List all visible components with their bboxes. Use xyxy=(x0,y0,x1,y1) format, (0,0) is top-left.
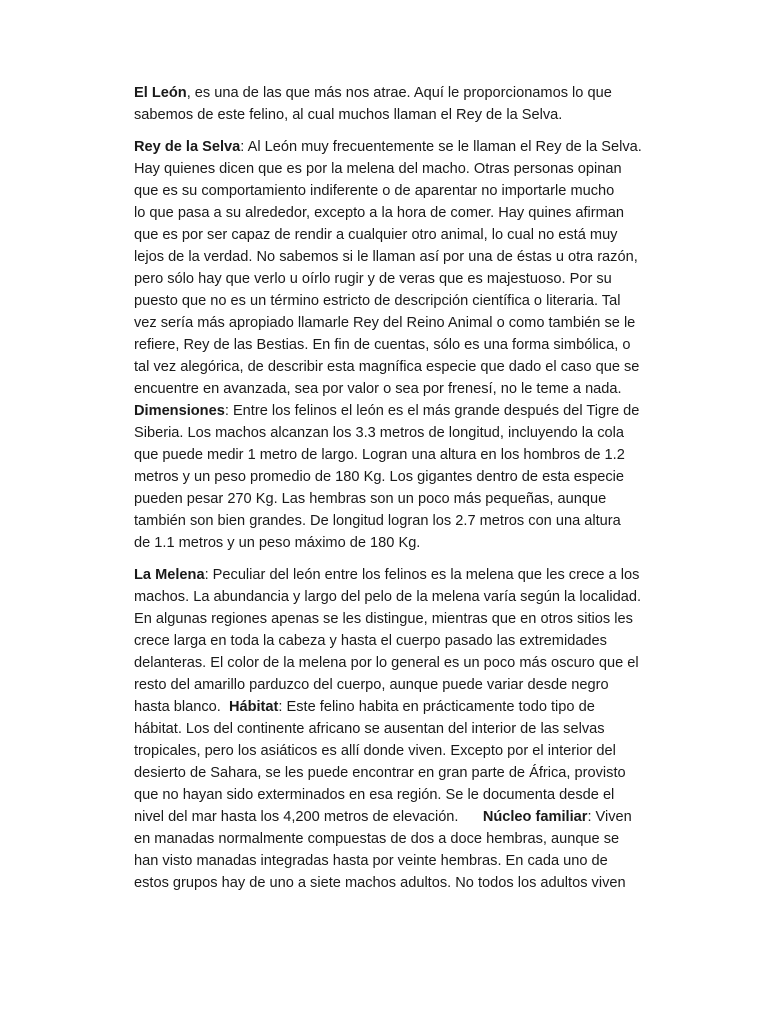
text-run: que puede medir 1 metro de largo. Logran una altura en los hombros de 1.2 xyxy=(134,447,625,463)
text-run: vez sería más apropiado llamarle Rey del Reino Animal o como también se le xyxy=(134,315,636,331)
text-line xyxy=(134,586,642,608)
bold-heading: Dimensiones xyxy=(134,403,225,419)
text-line xyxy=(134,762,634,784)
text-run: Hay quienes dicen que es por la melena del macho. Otras personas opinan xyxy=(134,161,622,177)
text-line xyxy=(134,104,634,126)
bold-heading: Núcleo familiar xyxy=(482,809,588,825)
text-line xyxy=(134,444,634,466)
text-line xyxy=(134,532,634,554)
text-line xyxy=(134,378,634,400)
text-line xyxy=(134,740,634,762)
text-line xyxy=(134,312,634,334)
text-run: han visto manadas integradas hasta por veinte hembras. En cada uno de xyxy=(134,853,608,869)
text-run: en manadas normalmente compuestas de dos a doce hembras, aunque se xyxy=(134,831,620,847)
bold-heading: La Melena xyxy=(134,567,205,583)
text-run: pero sólo hay que verlo u oírlo rugir y de veras que es majestuoso. Por su xyxy=(134,271,612,287)
text-run: Siberia. Los machos alcanzan los 3.3 metros de longitud, incluyendo la cola xyxy=(134,425,624,441)
text-run: : Viven xyxy=(587,809,632,825)
text-run: hasta blanco. xyxy=(134,699,229,715)
text-run: tropicales, pero los asiáticos es allí donde viven. Excepto por el interior del xyxy=(134,743,616,759)
document-body xyxy=(134,82,642,904)
text-run: : Peculiar del león entre los felinos es la melena que les crece a los xyxy=(204,567,640,583)
text-line xyxy=(134,268,634,290)
text-run: puesto que no es un término estricto de descripción científica o literaria. Tal xyxy=(134,293,621,309)
text-run: encuentre en avanzada, sea por valor o sea por frenesí, no le teme a nada. xyxy=(134,381,622,397)
text-run: tal vez alegórica, de describir esta magnífica especie que dado el caso que se xyxy=(134,359,640,375)
text-run: pueden pesar 270 Kg. Las hembras son un poco más pequeñas, aunque xyxy=(134,491,607,507)
text-run: estos grupos hay de uno a siete machos adultos. No todos los adultos viven xyxy=(134,875,626,891)
text-run: : Al León muy frecuentemente se le llaman el Rey de la Selva. xyxy=(240,139,642,155)
text-line xyxy=(134,224,634,246)
text-line xyxy=(134,510,634,532)
paragraph xyxy=(134,564,642,894)
text-run: lejos de la verdad. No sabemos si le llaman así por una de éstas u otra razón, xyxy=(134,249,638,265)
text-line xyxy=(134,652,639,674)
text-run: hábitat. Los del continente africano se ausentan del interior de las selvas xyxy=(134,721,605,737)
text-line xyxy=(134,82,634,104)
bold-heading: El León xyxy=(134,85,187,101)
text-run: metros y un peso promedio de 180 Kg. Los gigantes dentro de esta especie xyxy=(134,469,625,485)
text-run: que es su comportamiento indiferente o de aparentar no importarle mucho xyxy=(134,183,615,199)
text-line xyxy=(134,806,634,828)
text-line xyxy=(134,422,634,444)
paragraph xyxy=(134,82,634,126)
text-run: que es por ser capaz de rendir a cualquier otro animal, lo cual no está muy xyxy=(134,227,618,243)
text-line xyxy=(134,630,634,652)
text-line xyxy=(134,850,634,872)
text-line xyxy=(134,784,634,806)
text-line xyxy=(134,334,634,356)
text-line xyxy=(134,180,634,202)
text-line xyxy=(134,564,640,586)
bold-heading: Hábitat xyxy=(228,699,279,715)
text-line xyxy=(134,246,638,268)
text-line xyxy=(134,400,640,422)
text-run: crece larga en toda la cabeza y hasta el cuerpo pasado las extremidades xyxy=(134,633,607,649)
text-run: que no hayan sido exterminados en esa región. Se le documenta desde el xyxy=(134,787,615,803)
text-line xyxy=(134,136,642,158)
text-line xyxy=(134,356,640,378)
text-line xyxy=(134,696,634,718)
text-line xyxy=(134,202,634,224)
bold-heading: Rey de la Selva xyxy=(134,139,241,155)
text-line xyxy=(134,674,634,696)
text-run: también son bien grandes. De longitud logran los 2.7 metros con una altura xyxy=(134,513,621,529)
text-run: nivel del mar hasta los 4,200 metros de elevación. xyxy=(134,809,483,825)
text-run: sabemos de este felino, al cual muchos llaman el Rey de la Selva. xyxy=(134,107,563,123)
text-line xyxy=(134,608,634,630)
text-line xyxy=(134,488,634,510)
text-run: En algunas regiones apenas se les distingue, mientras que en otros sitios les xyxy=(134,611,633,627)
text-run: : Este felino habita en prácticamente todo tipo de xyxy=(278,699,595,715)
text-run: , es una de las que más nos atrae. Aquí le proporcionamos lo que xyxy=(186,85,612,101)
text-run: machos. La abundancia y largo del pelo de la melena varía según la localidad. xyxy=(134,589,642,605)
paragraph xyxy=(134,136,642,554)
text-run: resto del amarillo parduzco del cuerpo, aunque puede variar desde negro xyxy=(134,677,609,693)
text-run: desierto de Sahara, se les puede encontrar en gran parte de África, provisto xyxy=(134,765,626,781)
text-line xyxy=(134,158,634,180)
text-line xyxy=(134,718,634,740)
text-run: de 1.1 metros y un peso máximo de 180 Kg. xyxy=(134,535,421,551)
text-run: : Entre los felinos el león es el más grande después del Tigre de xyxy=(224,403,640,419)
text-run: lo que pasa a su alrededor, excepto a la hora de comer. Hay quines afirman xyxy=(134,205,625,221)
text-line xyxy=(134,828,634,850)
text-line xyxy=(134,290,634,312)
text-run: refiere, Rey de las Bestias. En fin de cuentas, sólo es una forma simbólica, o xyxy=(134,337,631,353)
text-run: delanteras. El color de la melena por lo general es un poco más oscuro que el xyxy=(134,655,639,671)
text-line xyxy=(134,466,634,488)
text-line xyxy=(134,872,634,894)
